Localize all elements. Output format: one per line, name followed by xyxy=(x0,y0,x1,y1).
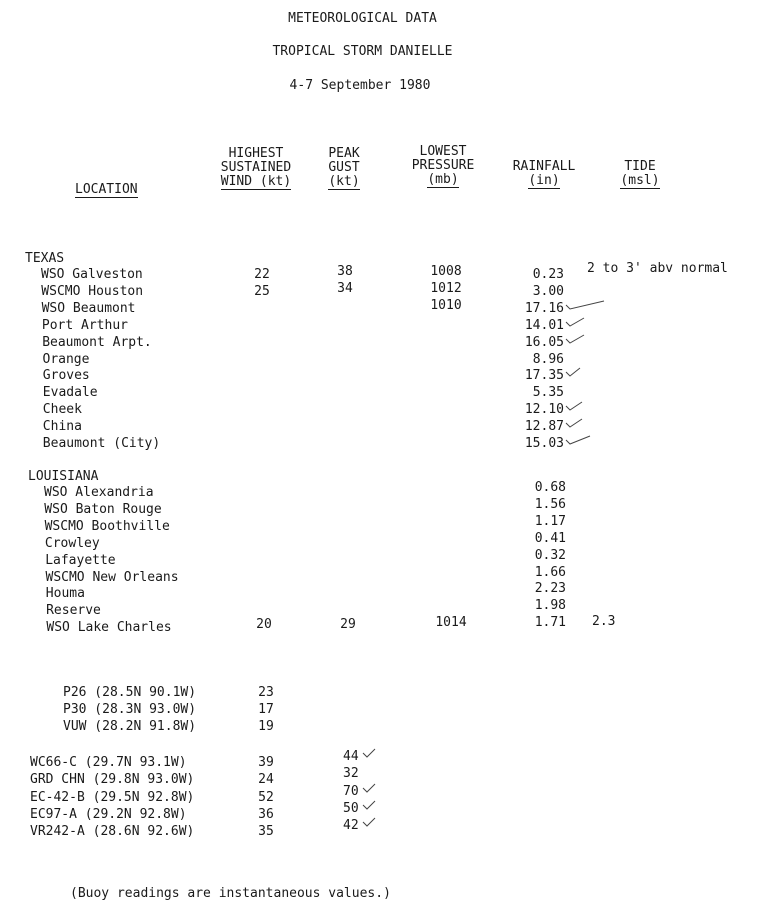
header-pressure: LOWEST PRESSURE (mb) xyxy=(411,144,475,187)
table-row-location: Orange xyxy=(42,351,90,367)
cell-pressure: 1012 xyxy=(430,280,462,296)
cell-rainfall: 12.87 xyxy=(524,419,564,435)
table-row-location: Beaumont Arpt. xyxy=(42,334,152,350)
cell-wind: 35 xyxy=(258,824,274,840)
table-row-location: WSCMO New Orleans xyxy=(45,569,179,585)
cell-rainfall: 15.03 xyxy=(524,436,564,451)
cell-rainfall: 17.16 xyxy=(524,300,564,316)
cell-rainfall: 12.10 xyxy=(524,402,564,418)
cell-rainfall: 1.98 xyxy=(534,598,566,614)
title-line-3: 4-7 September 1980 xyxy=(289,78,431,93)
table-row-location: WSO Baton Rouge xyxy=(44,501,162,517)
table-row-location: WSCMO Houston xyxy=(41,283,144,299)
table-row-location: Cheek xyxy=(42,402,82,418)
section-texas: TEXAS xyxy=(25,251,65,266)
table-row-location: WSO Alexandria xyxy=(44,485,154,500)
checkmark-icon xyxy=(565,316,585,326)
cell-gust: 29 xyxy=(340,617,356,633)
cell-rainfall: 16.05 xyxy=(524,334,564,350)
table-row-location: P26 (28.5N 90.1W) xyxy=(63,685,197,700)
checkmark-icon xyxy=(565,417,583,427)
header-location: LOCATION xyxy=(75,182,138,197)
cell-rainfall: 0.41 xyxy=(534,530,566,546)
table-row-location: Port Arthur xyxy=(41,317,128,333)
cell-gust: 42 xyxy=(343,818,359,834)
checkmark-icon xyxy=(565,299,605,309)
cell-gust: 70 xyxy=(343,783,359,799)
cell-gust: 50 xyxy=(343,800,359,816)
header-wind: HIGHEST SUSTAINED WIND (kt) xyxy=(220,146,292,189)
table-row-location: Reserve xyxy=(46,603,101,619)
cell-tide: 2 to 3' abv normal xyxy=(587,261,728,276)
cell-rainfall: 0.23 xyxy=(532,267,564,282)
cell-rainfall: 3.00 xyxy=(532,283,564,299)
checkmark-icon xyxy=(362,816,376,826)
cell-gust: 44 xyxy=(343,749,359,764)
checkmark-icon xyxy=(362,782,376,792)
table-row-location: Houma xyxy=(45,586,85,602)
cell-wind: 23 xyxy=(258,685,274,700)
cell-pressure: 1010 xyxy=(430,297,462,313)
cell-rainfall: 0.68 xyxy=(534,480,566,495)
table-row-location: WSCMO Boothville xyxy=(44,518,170,534)
table-row-location: GRD CHN (29.8N 93.0W) xyxy=(30,772,195,788)
cell-wind: 17 xyxy=(258,702,274,717)
cell-rainfall: 8.96 xyxy=(532,351,564,367)
cell-gust: 32 xyxy=(343,766,359,782)
cell-rainfall: 2.23 xyxy=(534,581,566,597)
table-row-location: P30 (28.3N 93.0W) xyxy=(63,702,197,717)
table-row-location: WSO Lake Charles xyxy=(46,620,172,636)
cell-gust: 34 xyxy=(337,280,353,296)
cell-pressure: 1008 xyxy=(430,264,462,279)
checkmark-icon xyxy=(362,747,376,757)
checkmark-icon xyxy=(565,400,583,410)
cell-wind: 20 xyxy=(256,617,272,633)
table-row-location: VR242-A (28.6N 92.6W) xyxy=(30,824,195,840)
table-row-location: WSO Galveston xyxy=(41,267,143,282)
cell-gust: 38 xyxy=(337,264,353,279)
cell-wind: 24 xyxy=(258,772,274,788)
cell-rainfall: 0.32 xyxy=(534,547,566,563)
footnote: (Buoy readings are instantaneous values.) xyxy=(70,886,391,901)
checkmark-icon xyxy=(362,799,376,809)
cell-wind: 22 xyxy=(254,267,270,282)
checkmark-icon xyxy=(565,333,585,343)
cell-wind: 25 xyxy=(254,283,270,299)
checkmark-icon xyxy=(565,434,591,444)
cell-rainfall: 5.35 xyxy=(532,385,564,401)
cell-rainfall: 1.66 xyxy=(534,564,566,580)
table-row-location: Beaumont (City) xyxy=(42,436,161,451)
cell-wind: 39 xyxy=(258,755,274,770)
cell-rainfall: 1.17 xyxy=(534,513,566,529)
title-line-2: TROPICAL STORM DANIELLE xyxy=(272,44,453,59)
cell-pressure: 1014 xyxy=(435,615,467,631)
title-line-1: METEOROLOGICAL DATA xyxy=(288,11,437,26)
cell-rainfall: 1.71 xyxy=(534,615,566,631)
header-tide: TIDE (msl) xyxy=(620,159,660,188)
table-row-location: EC97-A (29.2N 92.8W) xyxy=(30,806,187,822)
checkmark-icon xyxy=(565,366,581,376)
header-gust: PEAK GUST (kt) xyxy=(328,146,360,189)
table-row-location: VUW (28.2N 91.8W) xyxy=(63,719,197,734)
header-rainfall: RAINFALL (in) xyxy=(512,159,576,188)
table-row-location: EC-42-B (29.5N 92.8W) xyxy=(30,789,195,805)
table-row-location: WC66-C (29.7N 93.1W) xyxy=(30,755,187,770)
cell-wind: 52 xyxy=(258,789,274,805)
table-row-location: Evadale xyxy=(42,385,98,401)
cell-rainfall: 1.56 xyxy=(534,496,566,512)
table-row-location: Lafayette xyxy=(45,552,116,568)
cell-tide: 2.3 xyxy=(592,614,616,630)
cell-wind: 36 xyxy=(258,806,274,822)
cell-wind: 19 xyxy=(258,719,274,734)
cell-rainfall: 17.35 xyxy=(524,368,564,384)
section-louisiana: LOUISIANA xyxy=(28,469,99,484)
cell-rainfall: 14.01 xyxy=(524,317,564,333)
table-row-location: Groves xyxy=(42,368,90,384)
table-row-location: Crowley xyxy=(44,535,100,551)
table-row-location: China xyxy=(42,419,82,435)
table-row-location: WSO Beaumont xyxy=(41,300,136,316)
